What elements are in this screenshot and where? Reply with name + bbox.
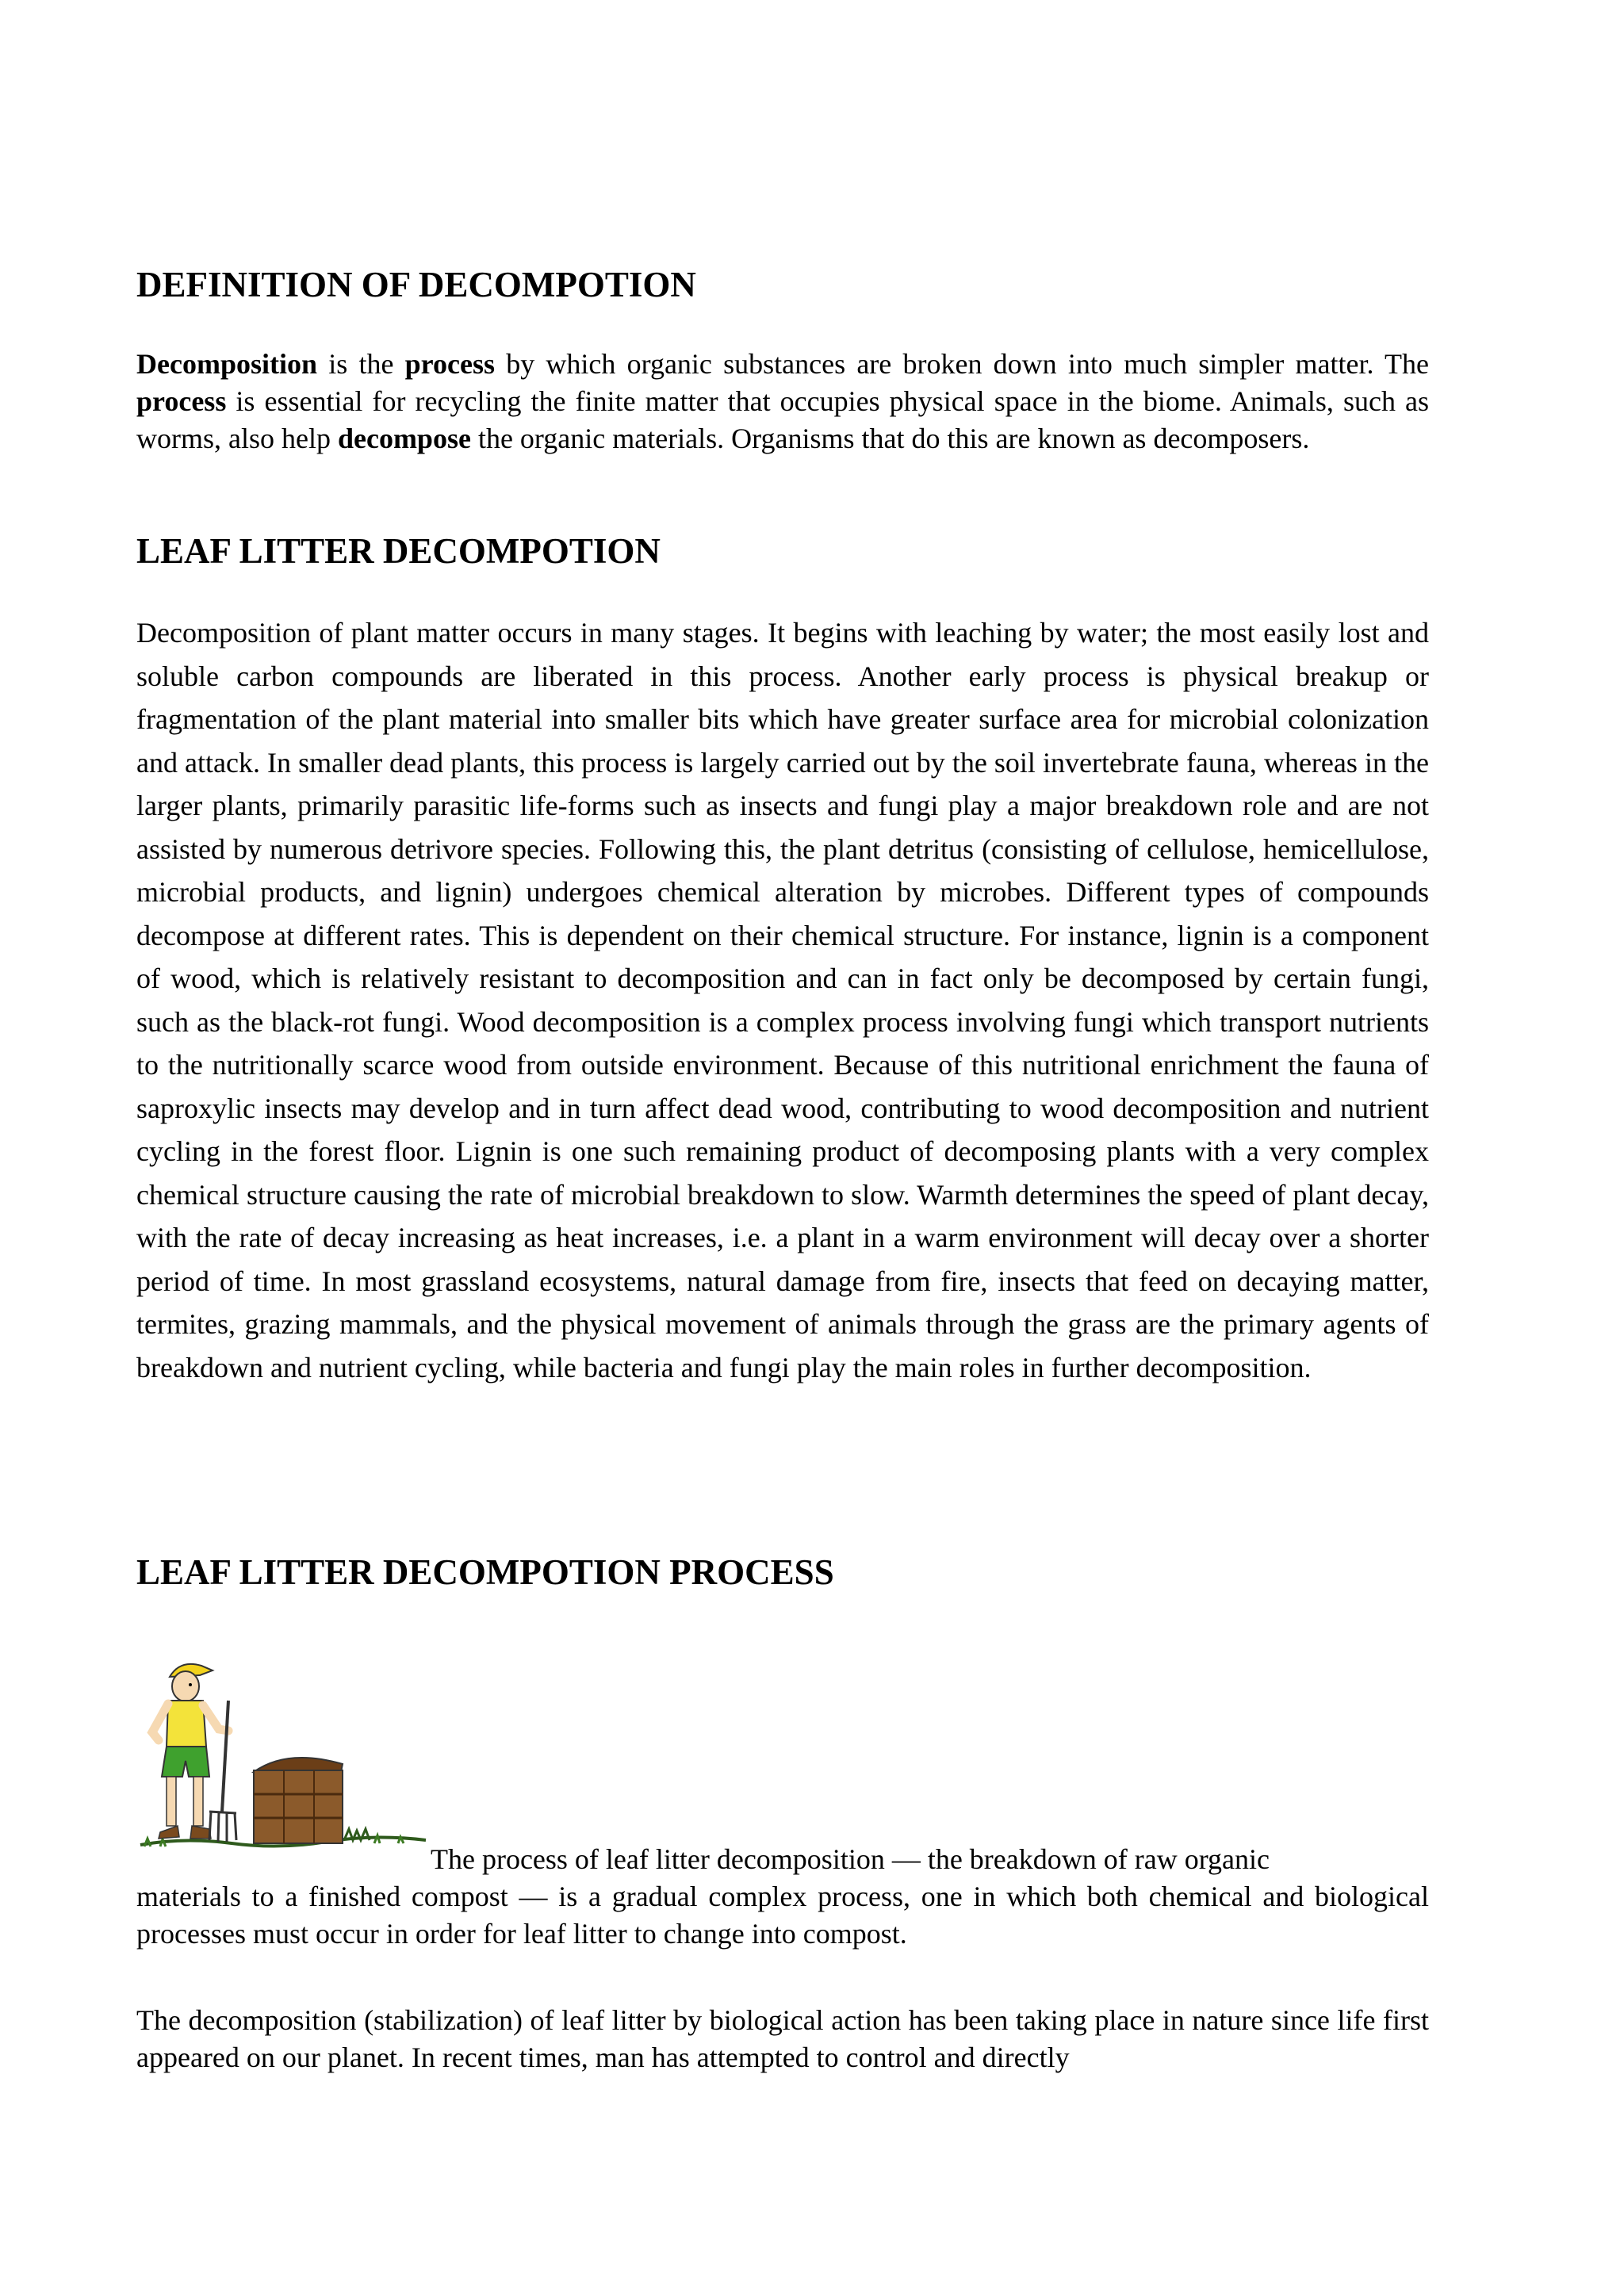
heading-leaf-litter: LEAF LITTER DECOMPOTION — [136, 531, 661, 571]
bold-term: process — [136, 385, 227, 417]
gardener-compost-illustration — [136, 1653, 430, 1851]
heading-process: LEAF LITTER DECOMPOTION PROCESS — [136, 1552, 834, 1592]
leaf-litter-paragraph: Decomposition of plant matter occurs in many stages. It begins with leaching by water; the most easily lost and soluble carbon compounds are liberated in this process. Another early process is physical breakup or fragmentation of the plant material into smaller bits which have greater surface area for microbial colonization and attack. In smaller dead plants, this process is largely carried out by the soil invertebrate fauna, whereas in the larger plants, primarily parasitic life-forms such as insects and fungi play a major breakdown role and are not assisted by numerous detrivore species. Following this, the plant detritus (consisting of cellulose, hemicellulose, microbial products, and lignin) undergoes chemical alteration by microbes. Different types of compounds decompose at different rates. This is dependent on their chemical structure. For instance, lignin is a component of wood, which is relatively resistant to decomposition and can in fact only be decomposed by certain fungi, such as the black-rot fungi. Wood decomposition is a complex process involving fungi which transport nutrients to the nutritionally scarce wood from outside environment. Because of this nutritional enrichment the fauna of saproxylic insects may develop and in turn affect dead wood, contributing to wood decomposition and nutrient cycling in the forest floor. Lignin is one such remaining product of decomposing plants with a very complex chemical structure causing the rate of microbial breakdown to slow. Warmth determines the speed of plant decay, with the rate of decay increasing as heat increases, i.e. a plant in a warm environment will decay over a shorter period of time. In most grassland ecosystems, natural damage from fire, insects that feed on decaying matter, termites, grazing mammals, and the physical movement of animals through the grass are the primary agents of breakdown and nutrient cycling, while bacteria and fungi play the main roles in further decomposition. — [136, 617, 1429, 1383]
definition-paragraph: Decomposition is the process by which organic substances are broken down into much simpler matter. The process is essential for recycling the finite matter that occupies physical space in the biome. Animals, such as worms, also help decompose the organic materials. Organisms that do this are known as decomposers. — [136, 348, 1429, 454]
process-paragraph-2: The decomposition (stabilization) of leaf litter by biological action has been taking place in nature since life first appeared on our planet. In recent times, man has attempted to control and directly — [136, 2004, 1429, 2073]
heading-definition: DEFINITION OF DECOMPOTION — [136, 265, 696, 304]
bold-term: process — [404, 348, 495, 380]
process-paragraph-1: materials to a finished compost — is a gradual complex process, one in which both chemical and biological processes must occur in order for leaf litter to change into compost. — [136, 1881, 1429, 1950]
process-first-line: The process of leaf litter decomposition — the breakdown of raw organic — [431, 1843, 1270, 1875]
bold-term: Decomposition — [136, 348, 317, 380]
bold-term: decompose — [337, 423, 471, 454]
